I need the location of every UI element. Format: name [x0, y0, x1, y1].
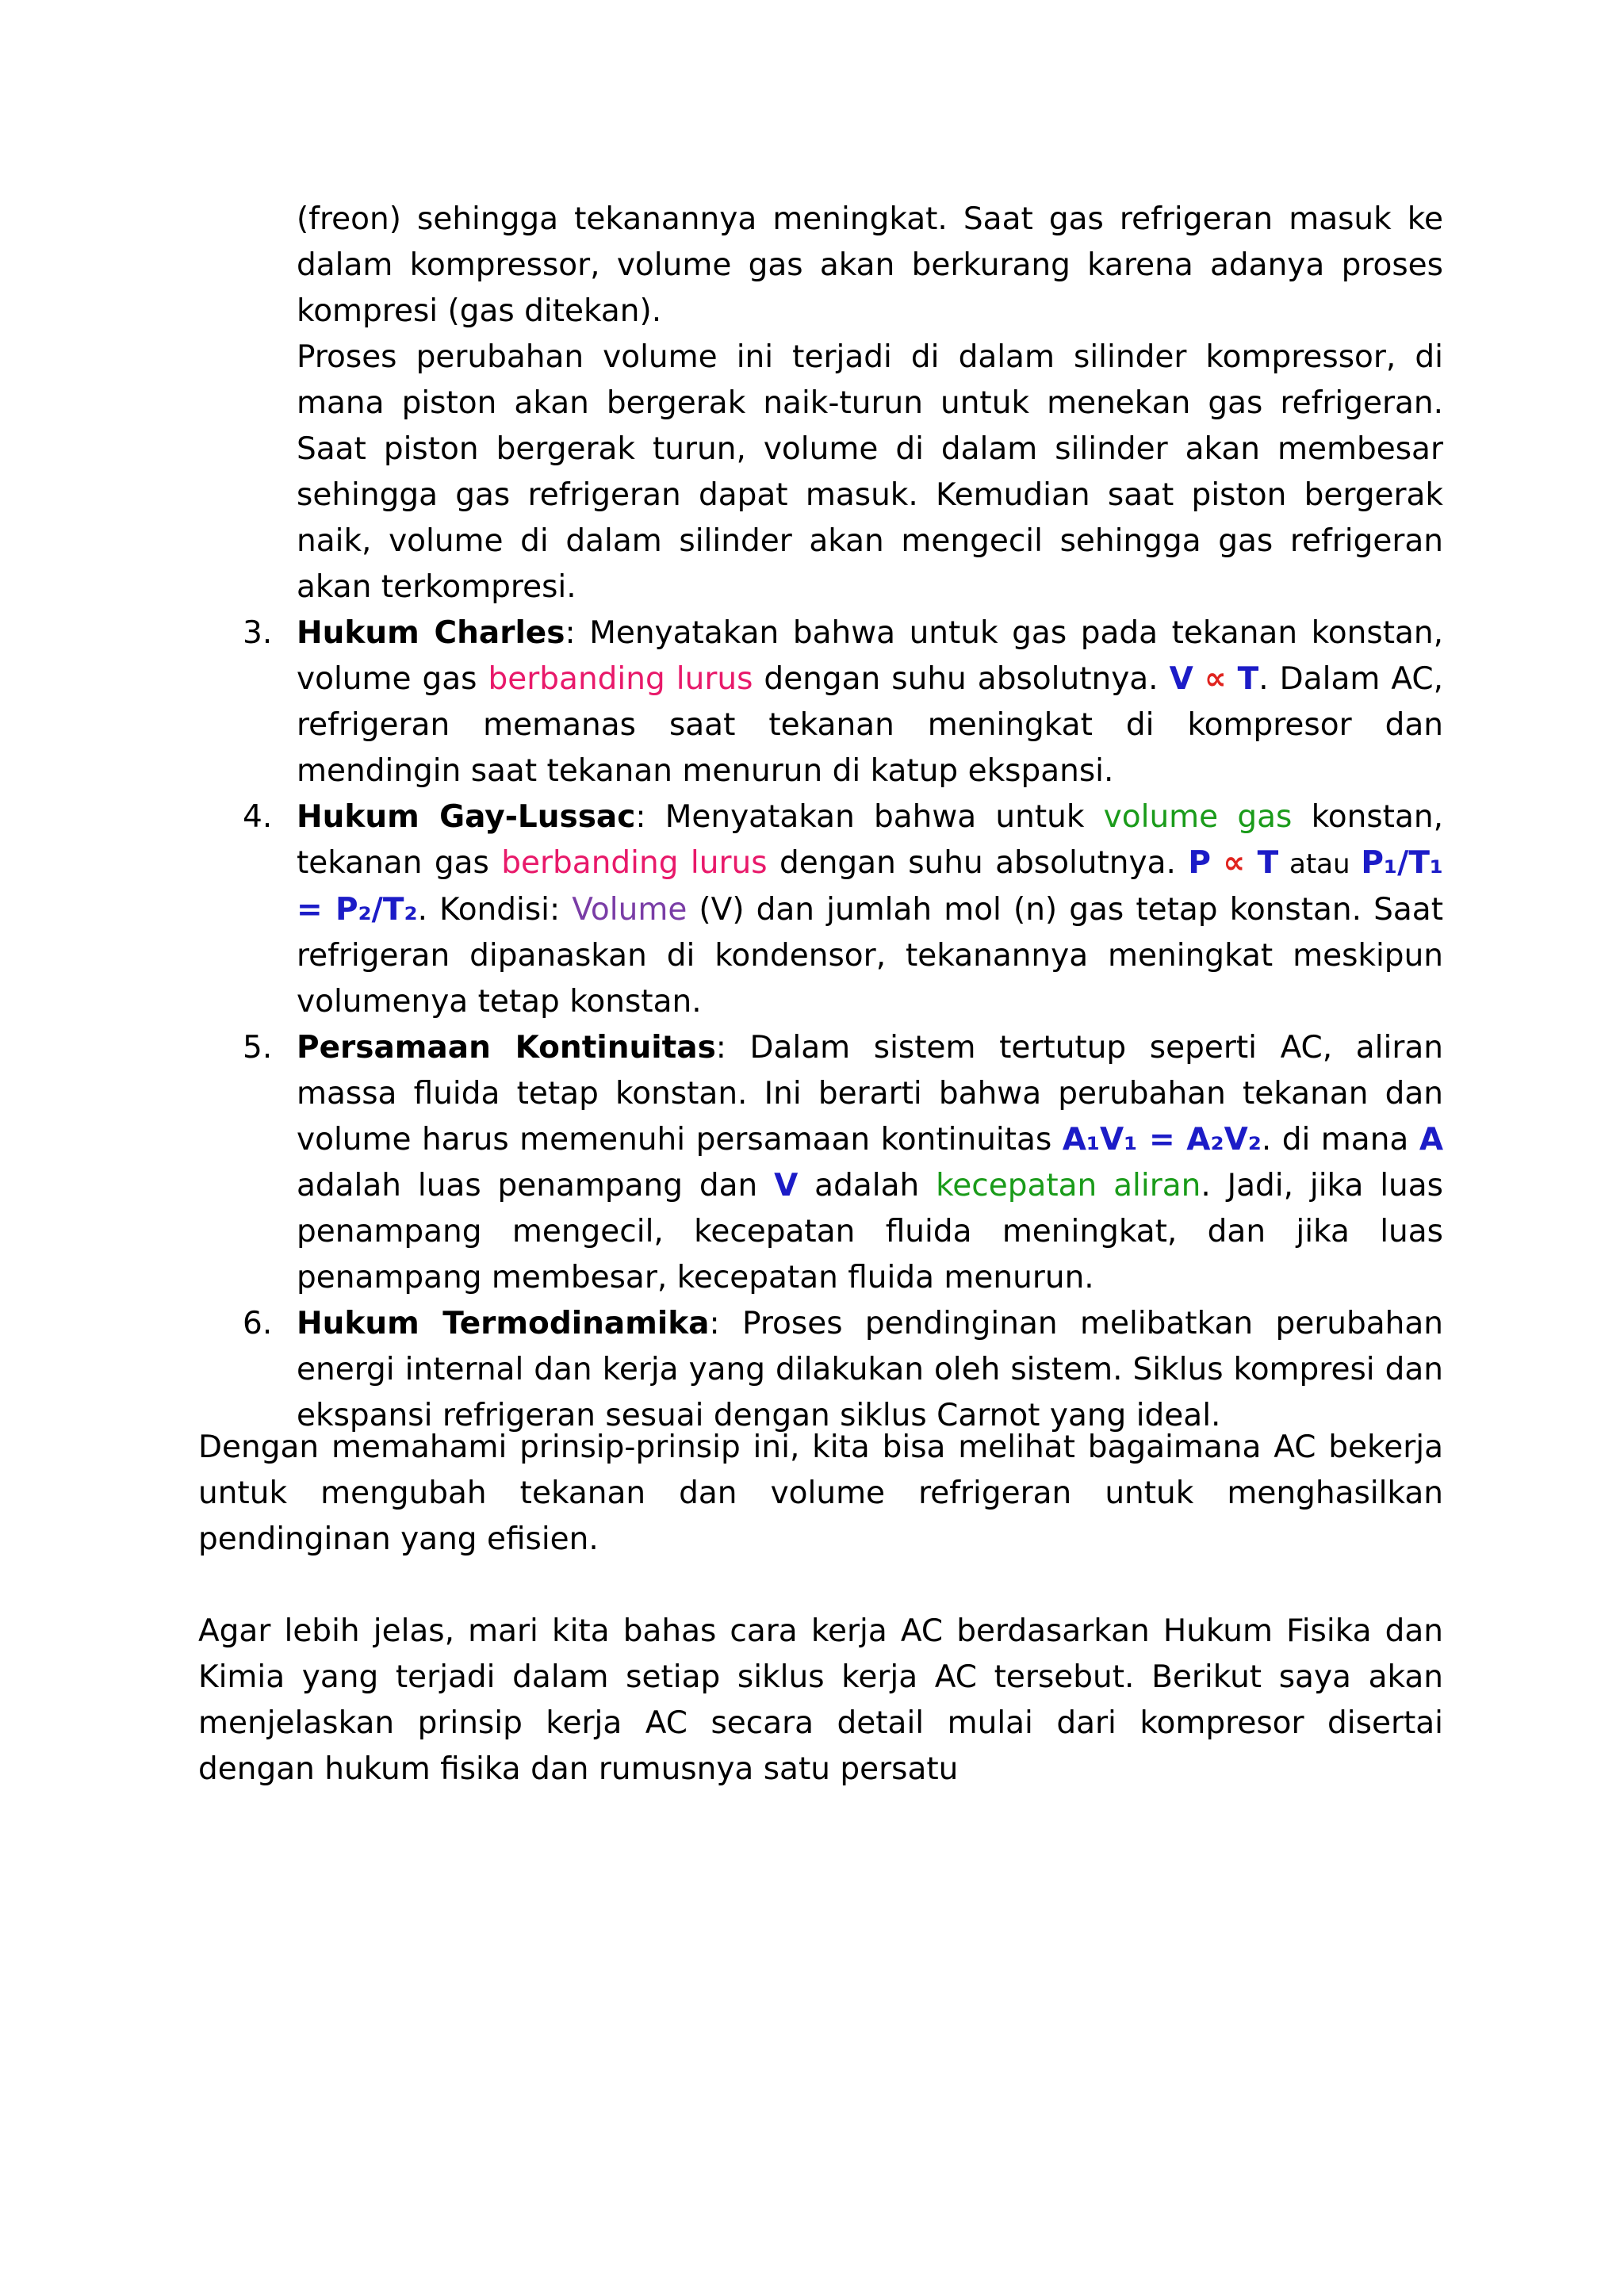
list-item-text [297, 1025, 1443, 1301]
intro-next-section-paragraph: Agar lebih jelas, mari kita bahas cara kerja AC berdasarkan Hukum Fisika dan Kimia yang terjadi dalam setiap siklus kerja AC tersebut. Berikut saya akan menjelaskan prinsip kerja AC secara detail mulai dari kompresor disertai dengan hukum fisika dan rumusnya satu persatu [198, 1613, 1443, 1787]
proportional-symbol: ∝ [1223, 845, 1246, 881]
text-run: : Menyatakan bahwa untuk gas pada tekanan konstan, volume gas [297, 615, 1444, 697]
formula-symbol: T [1257, 845, 1279, 881]
intro-next-section-block [198, 1609, 1443, 1793]
list-item-hukum-gay-lussac [243, 794, 1443, 1025]
list-item-text [297, 794, 1443, 1025]
formula-symbol: P [1188, 845, 1211, 881]
text-run: . di mana [1261, 1122, 1419, 1158]
formula-equation: P₁/T₁ = P₂/T₂ [297, 845, 1443, 928]
summary-paragraph-block [198, 1425, 1443, 1563]
list-item-text [297, 610, 1443, 794]
continuation-paragraph-2: Proses perubahan volume ini terjadi di dalam silinder kompressor, di mana piston akan bergerak naik-turun untuk menekan gas refrigeran. Saat piston bergerak turun, volume di dalam silinder akan membesar sehingga gas refrigeran dapat masuk. Kemudian saat piston bergerak naik, volume di dalam silinder akan mengecil sehingga gas refrigeran akan terkompresi. [297, 339, 1443, 605]
text-run: : Dalam sistem tertutup seperti AC, aliran massa fluida tetap konstan. Ini berarti bahwa perubahan tekanan dan volume harus memenuhi persamaan kontinuitas [297, 1030, 1443, 1158]
formula-symbol: T [1237, 661, 1259, 697]
list-item-hukum-termodinamika [243, 1301, 1443, 1439]
text-run: atau [1278, 848, 1362, 880]
text-run: . Jadi, jika luas penampang mengecil, kecepatan fluida meningkat, dan jika luas penampang membesar, kecepatan fluida menurun. [297, 1168, 1443, 1295]
list-number: 5. [243, 1030, 273, 1066]
item-title: Hukum Charles [297, 615, 565, 651]
text-run: (V) dan jumlah mol (n) gas tetap konstan. Saat refrigeran dipanaskan di kondensor, tekanannya meningkat meskipun volumenya tetap konstan. [297, 892, 1443, 1020]
list-item-text [297, 1301, 1443, 1439]
list-number: 6. [243, 1306, 273, 1341]
formula-symbol: V [774, 1168, 799, 1203]
text-run: konstan, tekanan gas [297, 799, 1443, 881]
highlight-text: volume gas [1103, 799, 1293, 835]
item-title: Hukum Termodinamika [297, 1306, 710, 1341]
list-number: 4. [243, 799, 273, 835]
formula-symbol: V [1169, 661, 1193, 697]
summary-paragraph: Dengan memahami prinsip-prinsip ini, kita bisa melihat bagaimana AC bekerja untuk mengubah tekanan dan volume refrigeran untuk menghasilkan pendinginan yang efisien. [198, 1429, 1443, 1557]
text-run: . Kondisi: [417, 892, 573, 928]
text-run: dengan suhu absolutnya. [753, 661, 1170, 697]
formula-equation: A₁V₁ = A₂V₂ [1062, 1122, 1262, 1158]
formula-symbol: A [1419, 1122, 1443, 1158]
text-run: : Menyatakan bahwa untuk [635, 799, 1104, 835]
highlight-text: Volume [572, 892, 688, 928]
item-title: Persamaan Kontinuitas [297, 1030, 716, 1066]
text-run: : Proses pendinginan melibatkan perubahan energi internal dan kerja yang dilakukan oleh sistem. Siklus kompresi dan ekspansi refrigeran sesuai dengan siklus Carnot yang ideal. [297, 1306, 1443, 1433]
text-run: . Dalam AC, refrigeran memanas saat tekanan meningkat di kompresor dan mendingin saat tekanan menurun di katup ekspansi. [297, 661, 1443, 789]
text-run: dengan suhu absolutnya. [767, 845, 1189, 881]
text-run: adalah luas penampang dan [297, 1168, 775, 1203]
proportional-symbol: ∝ [1204, 661, 1227, 697]
continuation-paragraph-1: (freon) sehingga tekanannya meningkat. Saat gas refrigeran masuk ke dalam kompressor, volume gas akan berkurang karena adanya proses kompresi (gas ditekan). [297, 201, 1443, 329]
list-number: 3. [243, 615, 273, 651]
highlight-text: kecepatan aliran [936, 1168, 1201, 1203]
continuation-block [243, 197, 1444, 1439]
highlight-text: berbanding lurus [488, 661, 753, 697]
item-title: Hukum Gay-Lussac [297, 799, 636, 835]
list-item-persamaan-kontinuitas [243, 1025, 1443, 1301]
text-run: adalah [798, 1168, 936, 1203]
highlight-text: berbanding lurus [501, 845, 768, 881]
list-item-hukum-charles [243, 610, 1444, 794]
